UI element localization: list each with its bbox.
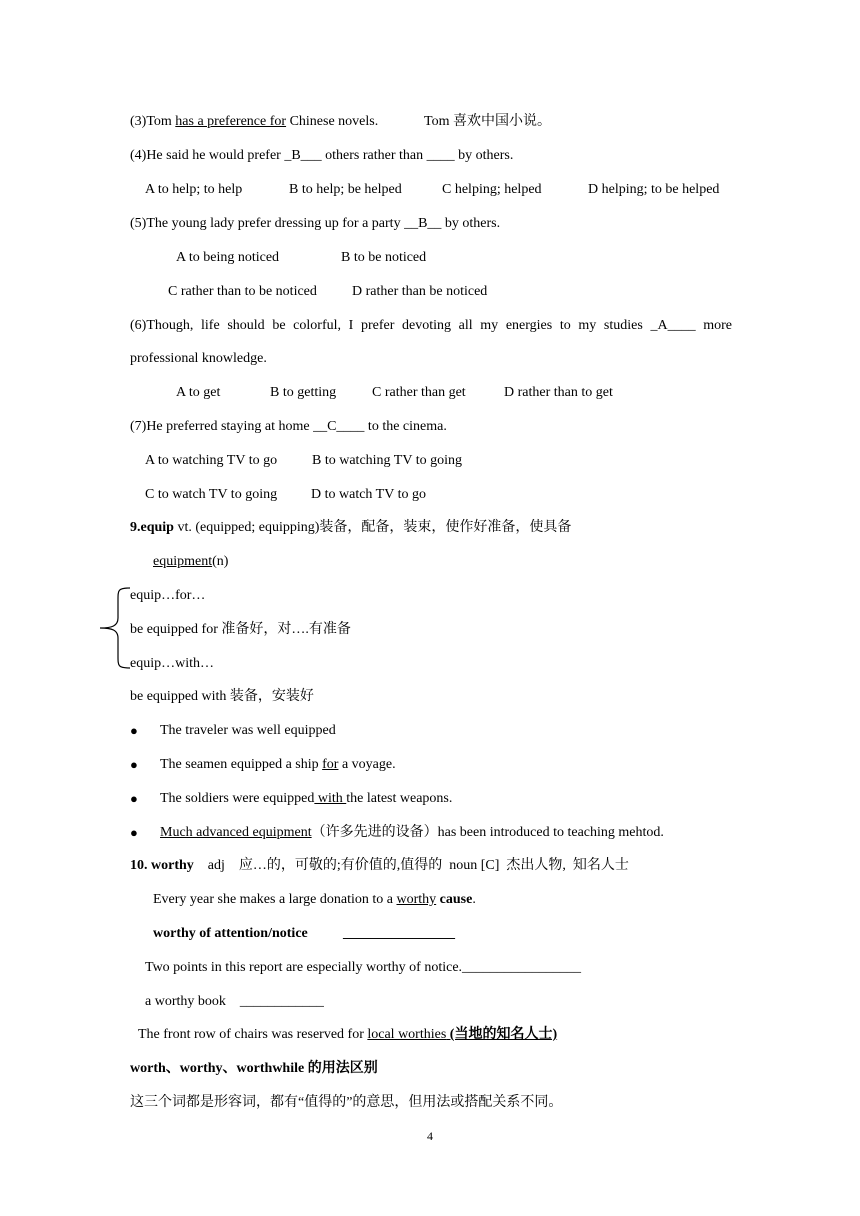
phrase-equip-with: equip…with… [130,656,214,671]
bullet-example-4: Much advanced equipment（许多先进的设备）has been introduced to teaching mehtod. [160,825,664,840]
worthies-example: The front row of chairs was reserved for local worthies (当地的知名人士) [138,1027,558,1042]
question-6-continued: professional knowledge. [130,351,267,366]
worthy-example: Every year she makes a large donation to a worthy cause. [153,892,476,907]
q7-option-c: C to watch TV to going [145,487,278,502]
entry-headword: 10. worthy [130,858,194,873]
entry-worthy: 10. worthy adj 应…的，可敬的;有价值的,值得的 noun [C] 杰出人物, 知名人士 [130,858,629,873]
q6-option-b: B to getting [270,385,337,400]
answer-blank: ________________ [343,926,455,941]
q5-option-d: D rather than be noticed [352,284,488,299]
q4-option-c: C helping; helped [442,182,542,197]
question-7: (7)He preferred staying at home __C____ to the cinema. [130,419,447,434]
q7-option-d: D to watch TV to go [311,487,426,502]
bullet-example-3: The soldiers were equipped with the latest weapons. [160,791,453,806]
phrase-equip-for: equip…for… [130,588,206,603]
q6-option-c: C rather than get [372,385,466,400]
bullet-icon: ● [130,791,138,806]
q6-option-a: A to get [176,385,221,400]
question-4: (4)He said he would prefer _B___ others rather than ____ by others. [130,148,514,163]
q5-option-c: C rather than to be noticed [168,284,317,299]
q7-option-a: A to watching TV to go [145,453,278,468]
question-6: (6)Though, life should be colorful, I prefer devoting all my energies to my studies _A____ more [130,318,732,333]
section-heading-comparison: worth、worthy、worthwhile 的用法区别 [130,1061,378,1076]
example-3: (3)Tom has a preference for Chinese novels. [130,114,379,129]
bullet-example-2: The seamen equipped a ship for a voyage. [160,757,396,772]
phrase-be-equipped-for: be equipped for 准备好，对….有准备 [130,622,351,637]
curly-brace [98,586,134,670]
bullet-icon: ● [130,825,138,840]
q7-option-b: B to watching TV to going [312,453,462,468]
worthy-book-example: a worthy book ____________ [145,994,324,1009]
q5-option-a: A to being noticed [176,250,280,265]
example-3-translation: Tom 喜欢中国小说。 [424,114,551,129]
q4-option-d: D helping; to be helped [588,182,720,197]
underlined-phrase: has a preference for [175,114,287,129]
question-5: (5)The young lady prefer dressing up for a party __B__ by others. [130,216,501,231]
q5-option-b: B to be noticed [341,250,427,265]
q4-option-b: B to help; be helped [289,182,402,197]
entry-equip: 9.equip vt. (equipped; equipping)装备，配备，装束，使作好准备，使具备 [130,520,572,535]
bullet-icon: ● [130,723,138,738]
page-number: 4 [427,1129,433,1143]
equipment-noun: equipment(n) [153,554,229,569]
phrase-be-equipped-with: be equipped with 装备，安装好 [130,689,314,704]
bullet-icon: ● [130,757,138,772]
entry-headword: 9.equip [130,520,174,535]
q6-option-d: D rather than to get [504,385,613,400]
bullet-example-1: The traveler was well equipped [160,723,336,738]
q4-option-a: A to help; to help [145,182,243,197]
comparison-intro: 这三个词都是形容词，都有“值得的”的意思，但用法或搭配关系不同。 [130,1095,563,1110]
worthy-of-phrase: worthy of attention/notice [153,926,308,941]
worthy-of-notice-example: Two points in this report are especially worthy of notice._________________ [145,960,582,975]
